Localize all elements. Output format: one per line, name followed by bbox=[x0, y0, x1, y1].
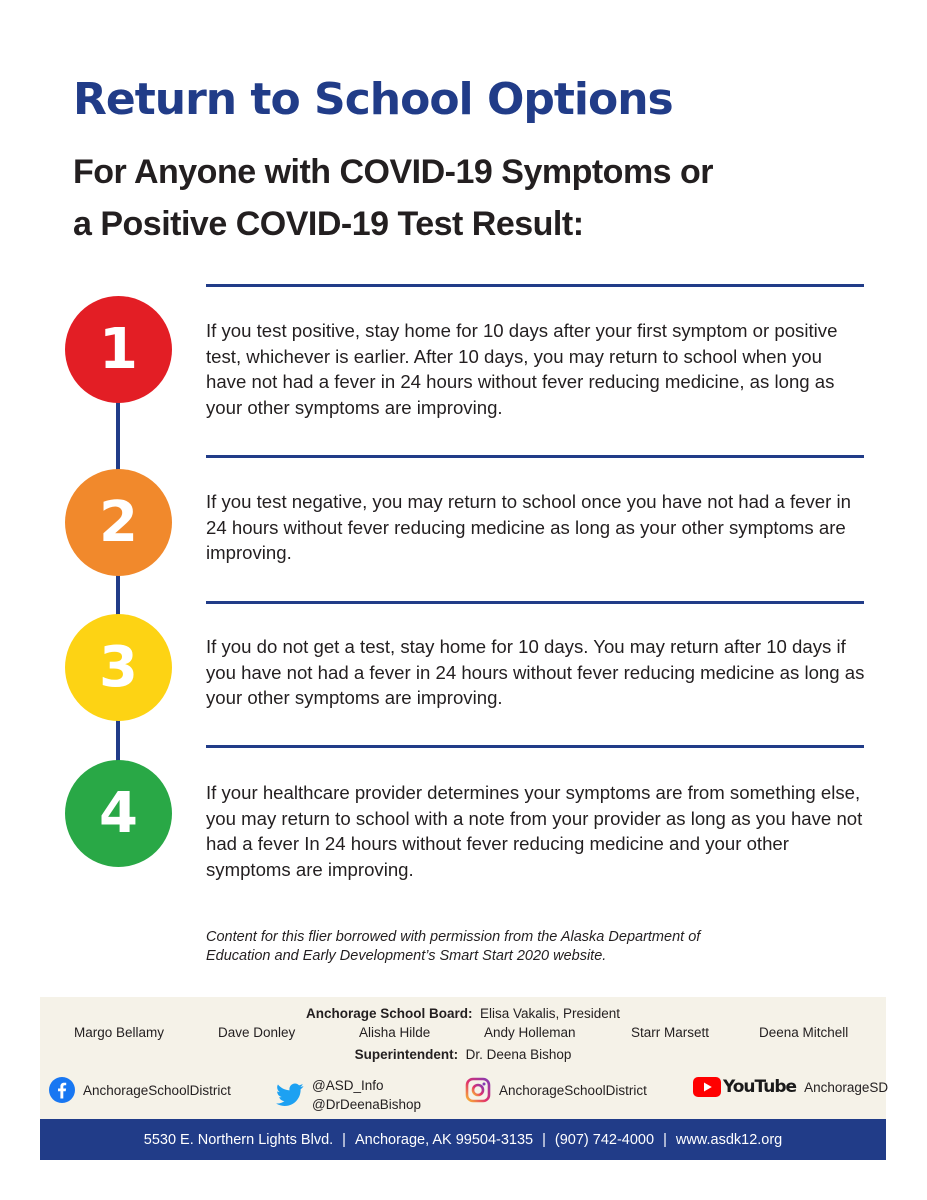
footer-address: 5530 E. Northern Lights Blvd. bbox=[143, 1131, 334, 1148]
step-2-badge: 2 bbox=[65, 469, 172, 576]
footer-website[interactable]: www.asdk12.org bbox=[675, 1131, 783, 1148]
board-member: Margo Bellamy bbox=[74, 1025, 165, 1040]
step-4-badge: 4 bbox=[65, 760, 172, 867]
school-board-heading-line bbox=[40, 1006, 886, 1021]
page-title: Return to School Options bbox=[73, 74, 673, 125]
instagram-icon bbox=[465, 1077, 491, 1103]
step-2-divider bbox=[206, 455, 864, 458]
youtube-logo bbox=[693, 1077, 796, 1097]
subtitle-line-1: For Anyone with COVID-19 Symptoms or bbox=[73, 153, 714, 191]
board-member: Starr Marsett bbox=[631, 1025, 710, 1040]
board-member: Andy Holleman bbox=[484, 1025, 576, 1040]
footer-separator: | bbox=[542, 1131, 546, 1148]
youtube-link[interactable] bbox=[693, 1077, 888, 1097]
page-subtitle bbox=[73, 146, 713, 250]
instagram-handle: AnchorageSchoolDistrict bbox=[499, 1082, 647, 1098]
step-4-text: If your healthcare provider determines your symptoms are from something else, you may return to school with a note from your provider as long as you have not had a fever In 24 hours without fever reducing medicine and your other symptoms are improving. bbox=[206, 782, 863, 880]
twitter-handles bbox=[312, 1076, 421, 1114]
facebook-handle: AnchorageSchoolDistrict bbox=[83, 1082, 231, 1098]
content-credit bbox=[206, 928, 846, 966]
instagram-link[interactable] bbox=[465, 1077, 647, 1103]
step-3-divider bbox=[206, 601, 864, 604]
twitter-handle-superintendent[interactable]: @DrDeenaBishop bbox=[312, 1097, 422, 1112]
twitter-icon bbox=[276, 1083, 304, 1107]
step-1-text: If you test positive, stay home for 10 days after your first symptom or positive test, whichever is earlier. After 10 days, you may return to school when you have not had a fever in 24 hours without fever reducing medicine, as long as your other symptoms are improving. bbox=[206, 320, 838, 418]
footer-phone[interactable]: (907) 742-4000 bbox=[554, 1131, 655, 1148]
facebook-link[interactable] bbox=[49, 1077, 231, 1103]
footer-separator: | bbox=[342, 1131, 346, 1148]
step-3-badge: 3 bbox=[65, 614, 172, 721]
step-1-divider bbox=[206, 284, 864, 287]
step-3-text: If you do not get a test, stay home for 10 days. You may return after 10 days if you have not had a fever in 24 hours without fever reducing medicine as long as your other symptoms are improving. bbox=[206, 636, 865, 708]
footer-city: Anchorage, AK 99504-3135 bbox=[354, 1131, 534, 1148]
footer-separator: | bbox=[663, 1131, 667, 1148]
superintendent-name: Dr. Deena Bishop bbox=[465, 1047, 572, 1062]
twitter-handle-asd[interactable]: @ASD_Info bbox=[312, 1078, 384, 1093]
step-2-text: If you test negative, you may return to school once you have not had a fever in 24 hours without fever reducing medicine as long as your other symptoms are improving. bbox=[206, 491, 851, 563]
twitter-links[interactable] bbox=[276, 1076, 421, 1114]
youtube-play-icon bbox=[693, 1077, 721, 1097]
facebook-icon bbox=[49, 1077, 75, 1103]
superintendent-label: Superintendent: bbox=[354, 1047, 459, 1062]
youtube-wordmark: YouTube bbox=[723, 1077, 797, 1097]
board-member: Deena Mitchell bbox=[759, 1025, 849, 1040]
credit-line-2: Education and Early Development’s Smart Start 2020 website. bbox=[206, 948, 607, 964]
superintendent-line bbox=[40, 1047, 886, 1062]
school-board-president: Elisa Vakalis, President bbox=[479, 1006, 621, 1021]
subtitle-line-2: a Positive COVID-19 Test Result: bbox=[73, 205, 584, 243]
youtube-handle: AnchorageSD bbox=[804, 1079, 889, 1095]
credit-line-1: Content for this flier borrowed with permission from the Alaska Department of bbox=[206, 929, 701, 945]
step-4-divider bbox=[206, 745, 864, 748]
contact-footer bbox=[40, 1119, 886, 1160]
school-board-label: Anchorage School Board: bbox=[305, 1006, 473, 1021]
step-1-badge: 1 bbox=[65, 296, 172, 403]
board-member: Alisha Hilde bbox=[359, 1025, 431, 1040]
board-member: Dave Donley bbox=[218, 1025, 296, 1040]
